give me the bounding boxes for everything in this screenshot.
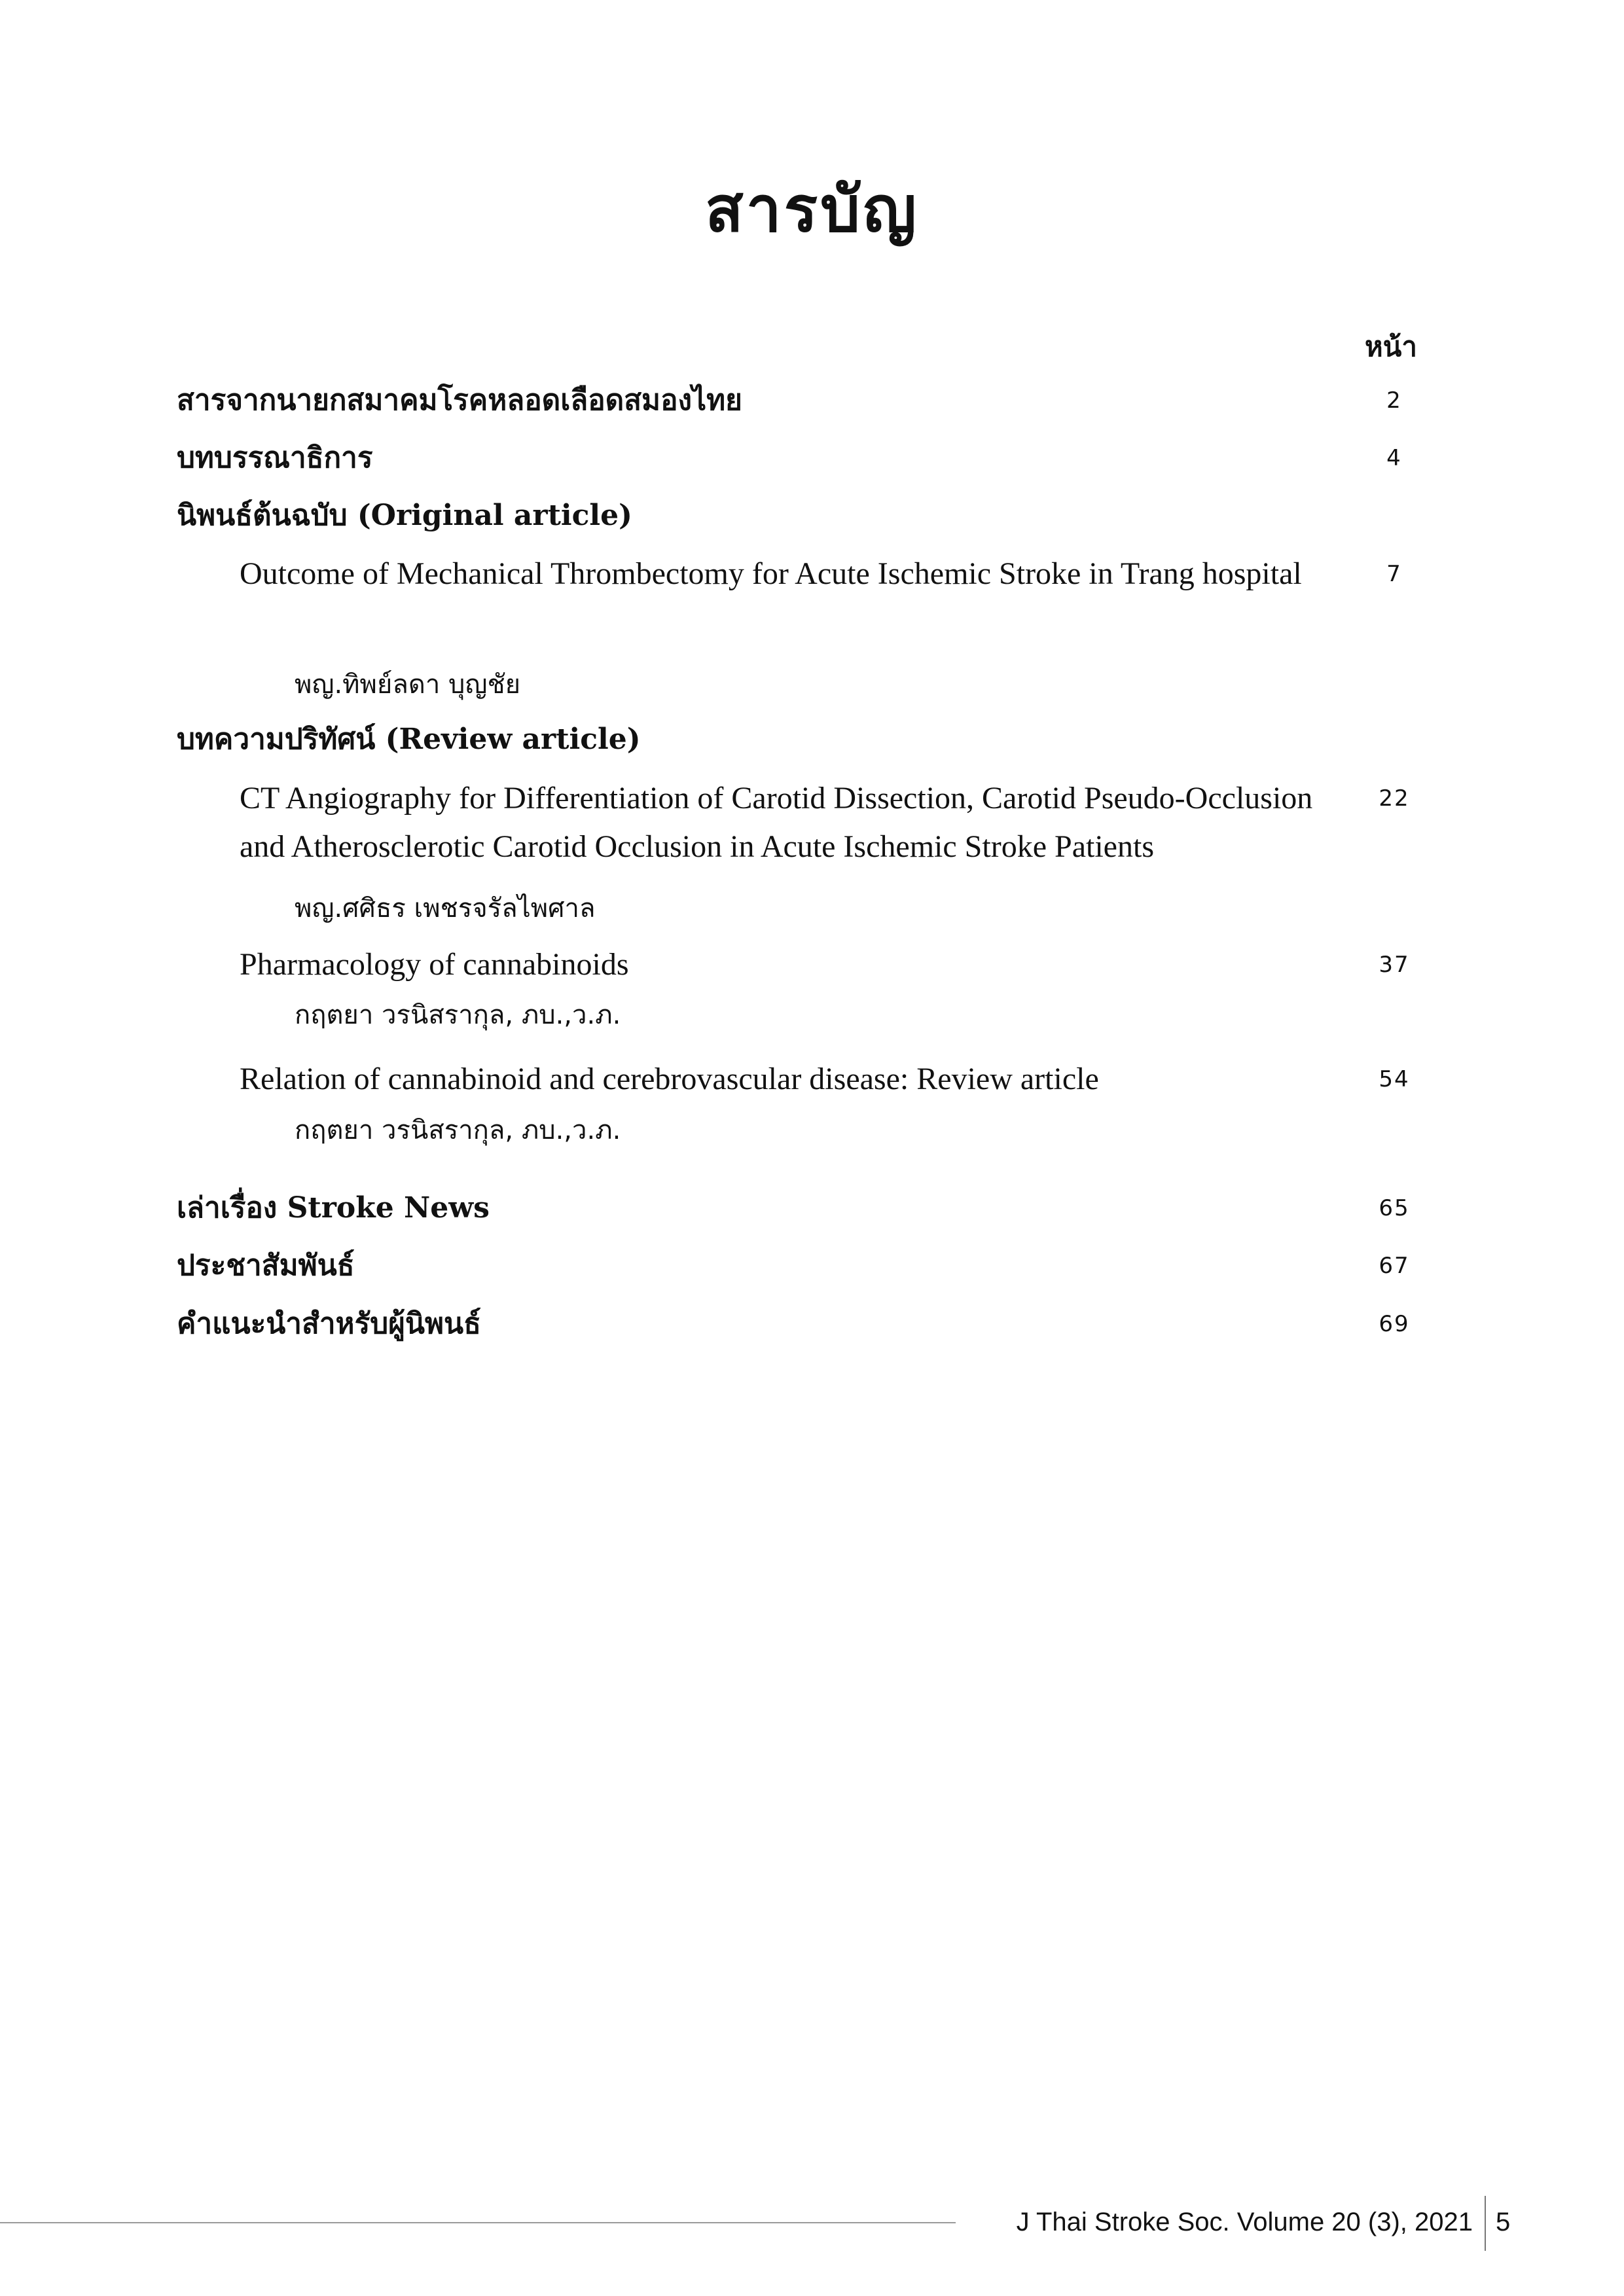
- page-number: 37: [1379, 952, 1410, 978]
- page-column-header: หน้า: [1365, 331, 1417, 363]
- section-title: บทความปริทัศน์ (Review article): [177, 723, 641, 756]
- page-number: 69: [1379, 1311, 1410, 1337]
- toc-title: สารบัญ: [705, 173, 919, 246]
- article-title: Relation of cannabinoid and cerebrovascular disease: Review article: [240, 1062, 1099, 1096]
- page-number: 54: [1379, 1066, 1410, 1092]
- footer-journal: J Thai Stroke Soc. Volume 20 (3), 2021: [1016, 2208, 1473, 2236]
- page-number: 2: [1386, 387, 1402, 414]
- section-title: เล่าเรื่อง Stroke News: [177, 1191, 490, 1225]
- article-title: CT Angiography for Differentiation of Carotid Dissection, Carotid Pseudo-Occlusion and Atherosclerotic Carotid Occlusion in Acute Ischemic Stroke Patients: [240, 781, 1313, 864]
- section-title: นิพนธ์ต้นฉบับ (Original article): [177, 499, 632, 532]
- article-author: กฤตยา วรนิสรากุล, ภบ.,ว.ภ.: [295, 1115, 621, 1145]
- footer-divider: [1485, 2196, 1486, 2251]
- article-author: พญ.ทิพย์ลดา บุญชัย: [295, 670, 521, 700]
- page-number: 7: [1386, 561, 1402, 587]
- article-author: พญ.ศศิธร เพชรจรัลไพศาล: [295, 893, 596, 924]
- page-number: 65: [1379, 1195, 1410, 1221]
- section-title: คำแนะนำสำหรับผู้นิพนธ์: [177, 1307, 481, 1340]
- footer-rule: [0, 2222, 956, 2223]
- article-title: Pharmacology of cannabinoids: [240, 947, 629, 982]
- section-title: สารจากนายกสมาคมโรคหลอดเลือดสมองไทย: [177, 384, 742, 417]
- page-number: 4: [1386, 445, 1402, 471]
- section-title: ประชาสัมพันธ์: [177, 1249, 355, 1282]
- article-author: กฤตยา วรนิสรากุล, ภบ.,ว.ภ.: [295, 1000, 621, 1030]
- page-number: 67: [1379, 1253, 1410, 1279]
- page-number: 22: [1379, 785, 1410, 812]
- footer-page-number: 5: [1496, 2208, 1511, 2236]
- article-title: Outcome of Mechanical Thrombectomy for Acute Ischemic Stroke in Trang hospital: [240, 556, 1302, 591]
- section-title: บทบรรณาธิการ: [177, 441, 373, 475]
